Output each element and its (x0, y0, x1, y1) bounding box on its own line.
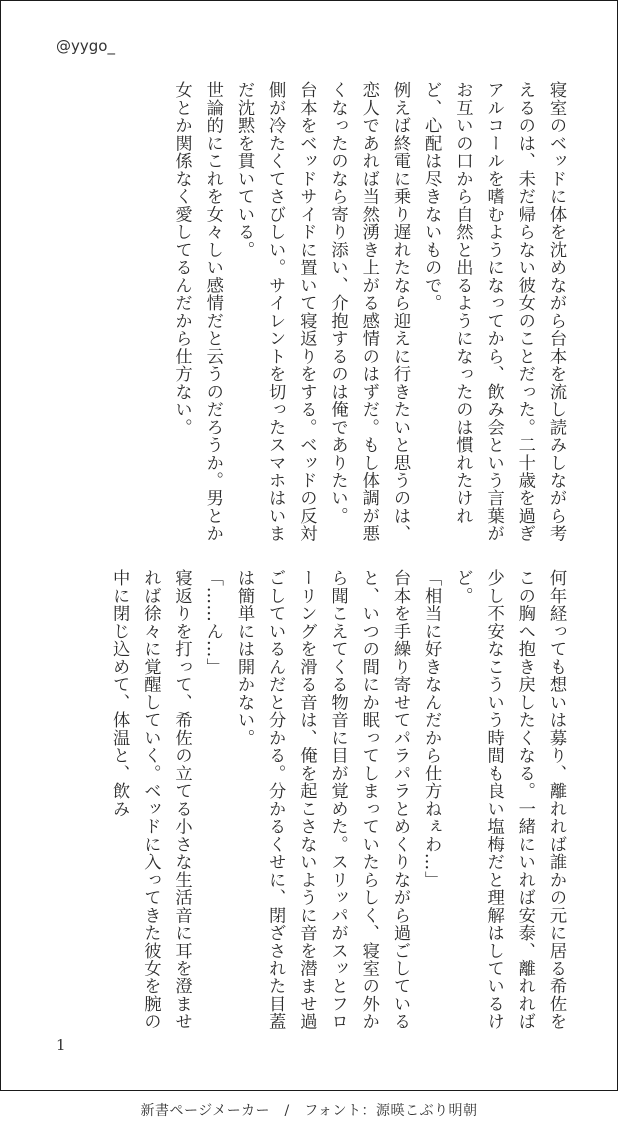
upper-text-block (51, 81, 571, 551)
paragraph: 何年経っても想いは募り、離れれば誰かの元に居る希佐をこの胸へ抱き戻したくなる。一緒にいれば安泰、離れれば少し不安なこういう時間も良い塩梅だと理解はしているけど。 (452, 569, 566, 1031)
paragraph: 台本をベッドサイドに置いて寝返りをする。ベッドの反対側が冷たくてさびしい。サイレントを切ったスマホはいまだ沈黙を貫いている。 (233, 81, 317, 543)
paragraph: 寝返りを打って、希佐の立てる小さな生活音に耳を澄ませれば徐々に覚醒していく。ベッドに入ってきた彼女を腕の中に閉じ込めて、体温と、飲み (109, 569, 192, 1031)
author-handle: @yygo_ (56, 37, 115, 55)
page-number: 1 (56, 1036, 66, 1054)
paragraph: 世論的にこれを女々しい感情だと云うのだろうか。男とか女とか関係なく愛してるんだから仕方ない。 (171, 81, 223, 543)
paragraph: 寝室のベッドに体を沈めながら台本を流し読みしながら考えるのは、未だ帰らない彼女のことだった。二十歳を過ぎアルコールを嗜むようになってから、飲み会という言葉がお互いの口から自然と出るようになったのは慣れたけれど、心配は尽きないもので。 (421, 81, 566, 543)
paragraph: 例えば終電に乗り遅れたなら迎えに行きたいと思うのは、恋人であれば当然湧き上がる感情のはずだ。もし体調が悪くなったのなら寄り添い、介抱するのは俺でありたい。 (327, 81, 410, 543)
dialogue-line: 「……ん…」 (202, 569, 223, 676)
lower-text-block (51, 569, 571, 1039)
dialogue-line: 「相当に好きなんだから仕方ねぇわ…」 (421, 569, 442, 889)
footer-credit: 新書ページメーカー / フォント：源暎こぶり明朝 (140, 1103, 478, 1119)
paragraph: 台本を手繰り寄せてパラパラとめくりながら過ごしていると、いつの間にか眠ってしまっていたらしく、寝室の外から聞こえてくる物音に目が覚めた。スリッパがスッとフローリングを滑る音は、俺を起こさないように音を潜ませ過ごしているんだと分かる。分かるくせに、閉ざされた目蓋は簡単には開かない。 (233, 569, 410, 1031)
